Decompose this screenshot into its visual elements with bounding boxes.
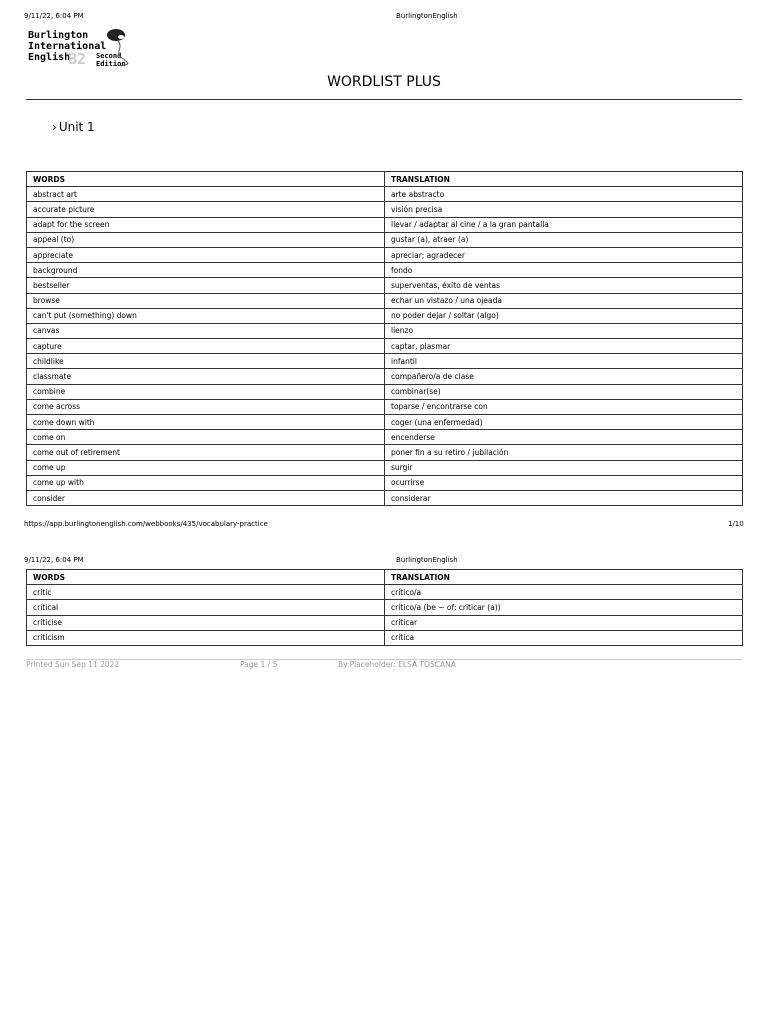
table-row	[27, 339, 743, 354]
translation-cell: superventas, éxito de ventas	[385, 278, 743, 293]
translation-cell: combinar(se)	[385, 384, 743, 399]
table-header-row	[27, 172, 743, 187]
table-row	[27, 187, 743, 202]
footer-url: https://app.burlingtonenglish.com/webbooks/435/vocabulary-practice	[24, 520, 268, 528]
translation-cell: echar un vistazo / una ojeada	[385, 293, 743, 308]
translation-cell: surgir	[385, 460, 743, 475]
header-site-name: BurlingtonEnglish	[396, 12, 458, 20]
translation-cell: poner fin a su retiro / jubilación	[385, 445, 743, 460]
word-cell: criticise	[27, 615, 385, 630]
column-header-translation: TRANSLATION	[385, 570, 743, 585]
title-divider	[26, 99, 742, 100]
word-cell: combine	[27, 384, 385, 399]
wordlist-table-page-2	[26, 569, 743, 646]
translation-cell: considerar	[385, 490, 743, 505]
table-row	[27, 202, 743, 217]
table-row	[27, 490, 743, 505]
table-row	[27, 263, 743, 278]
word-cell: critic	[27, 585, 385, 600]
word-cell: come across	[27, 399, 385, 414]
word-cell: appreciate	[27, 247, 385, 262]
translation-cell: gustar (a), atraer (a)	[385, 232, 743, 247]
word-cell: classmate	[27, 369, 385, 384]
table-row	[27, 247, 743, 262]
table-row	[27, 232, 743, 247]
translation-cell: fondo	[385, 263, 743, 278]
logo-line-2: International	[28, 41, 107, 52]
table-header-row	[27, 570, 743, 585]
word-cell: come up with	[27, 475, 385, 490]
word-cell: come up	[27, 460, 385, 475]
word-cell: accurate picture	[27, 202, 385, 217]
translation-cell: arte abstracto	[385, 187, 743, 202]
word-cell: capture	[27, 339, 385, 354]
logo-line-1: Burlington	[28, 30, 89, 41]
logo-edition-2: Edition	[96, 60, 126, 68]
burlington-logo	[28, 28, 138, 70]
header-site-name-page-2: BurlingtonEnglish	[396, 556, 458, 564]
table-row	[27, 354, 743, 369]
print-page-number: Page 1 / 5	[240, 660, 278, 669]
column-header-words: WORDS	[27, 570, 385, 585]
translation-cell: visión precisa	[385, 202, 743, 217]
table-row	[27, 278, 743, 293]
translation-cell: llevar / adaptar al cine / a la gran pantalla	[385, 217, 743, 232]
translation-cell: compañero/a de clase	[385, 369, 743, 384]
word-cell: consider	[27, 490, 385, 505]
column-header-translation: TRANSLATION	[385, 172, 743, 187]
unit-label: Unit 1	[58, 120, 95, 134]
word-cell: criticism	[27, 630, 385, 645]
table-row	[27, 630, 743, 645]
mouse-icon	[104, 26, 134, 66]
table-row	[27, 415, 743, 430]
word-cell: critical	[27, 600, 385, 615]
logo-level: B2	[68, 50, 87, 68]
translation-cell: apreciar; agradecer	[385, 247, 743, 262]
table-row	[27, 399, 743, 414]
word-cell: background	[27, 263, 385, 278]
table-row	[27, 585, 743, 600]
table-row	[27, 475, 743, 490]
word-cell: come out of retirement	[27, 445, 385, 460]
table-row	[27, 369, 743, 384]
header-datetime-page-2: 9/11/22, 6:04 PM	[24, 556, 84, 564]
word-cell: adapt for the screen	[27, 217, 385, 232]
table-row	[27, 460, 743, 475]
word-cell: abstract art	[27, 187, 385, 202]
translation-cell: toparse / encontrarse con	[385, 399, 743, 414]
translation-cell: infantil	[385, 354, 743, 369]
translation-cell: crítico/a (be ~ of: criticar (a))	[385, 600, 743, 615]
word-cell: bestseller	[27, 278, 385, 293]
word-cell: canvas	[27, 323, 385, 338]
table-row	[27, 293, 743, 308]
wordlist-table	[26, 171, 743, 506]
print-date: Printed Sun Sep 11 2022	[26, 660, 120, 669]
word-cell: childlike	[27, 354, 385, 369]
unit-toggle[interactable]	[52, 120, 95, 134]
table-row	[27, 384, 743, 399]
print-author: By:Placeholder: ELSA TOSCANA	[338, 660, 456, 669]
translation-cell: captar, plasmar	[385, 339, 743, 354]
word-cell: come down with	[27, 415, 385, 430]
header-datetime: 9/11/22, 6:04 PM	[24, 12, 84, 20]
page-title: WORDLIST PLUS	[327, 74, 441, 90]
translation-cell: encenderse	[385, 430, 743, 445]
table-row	[27, 308, 743, 323]
logo-line-3: English	[28, 52, 71, 63]
footer-page-count: 1/10	[728, 520, 744, 528]
word-cell: come on	[27, 430, 385, 445]
table-row	[27, 600, 743, 615]
word-cell: appeal (to)	[27, 232, 385, 247]
chevron-right-icon: ›	[52, 120, 57, 134]
translation-cell: criticar	[385, 615, 743, 630]
word-cell: can't put (something) down	[27, 308, 385, 323]
translation-cell: lienzo	[385, 323, 743, 338]
column-header-words: WORDS	[27, 172, 385, 187]
translation-cell: coger (una enfermedad)	[385, 415, 743, 430]
table-row	[27, 323, 743, 338]
table-row	[27, 615, 743, 630]
word-cell: browse	[27, 293, 385, 308]
translation-cell: crítica	[385, 630, 743, 645]
translation-cell: no poder dejar / soltar (algo)	[385, 308, 743, 323]
table-row	[27, 430, 743, 445]
table-row	[27, 445, 743, 460]
translation-cell: crítico/a	[385, 585, 743, 600]
translation-cell: ocurrirse	[385, 475, 743, 490]
logo-edition-1: Second	[96, 52, 122, 60]
table-row	[27, 217, 743, 232]
